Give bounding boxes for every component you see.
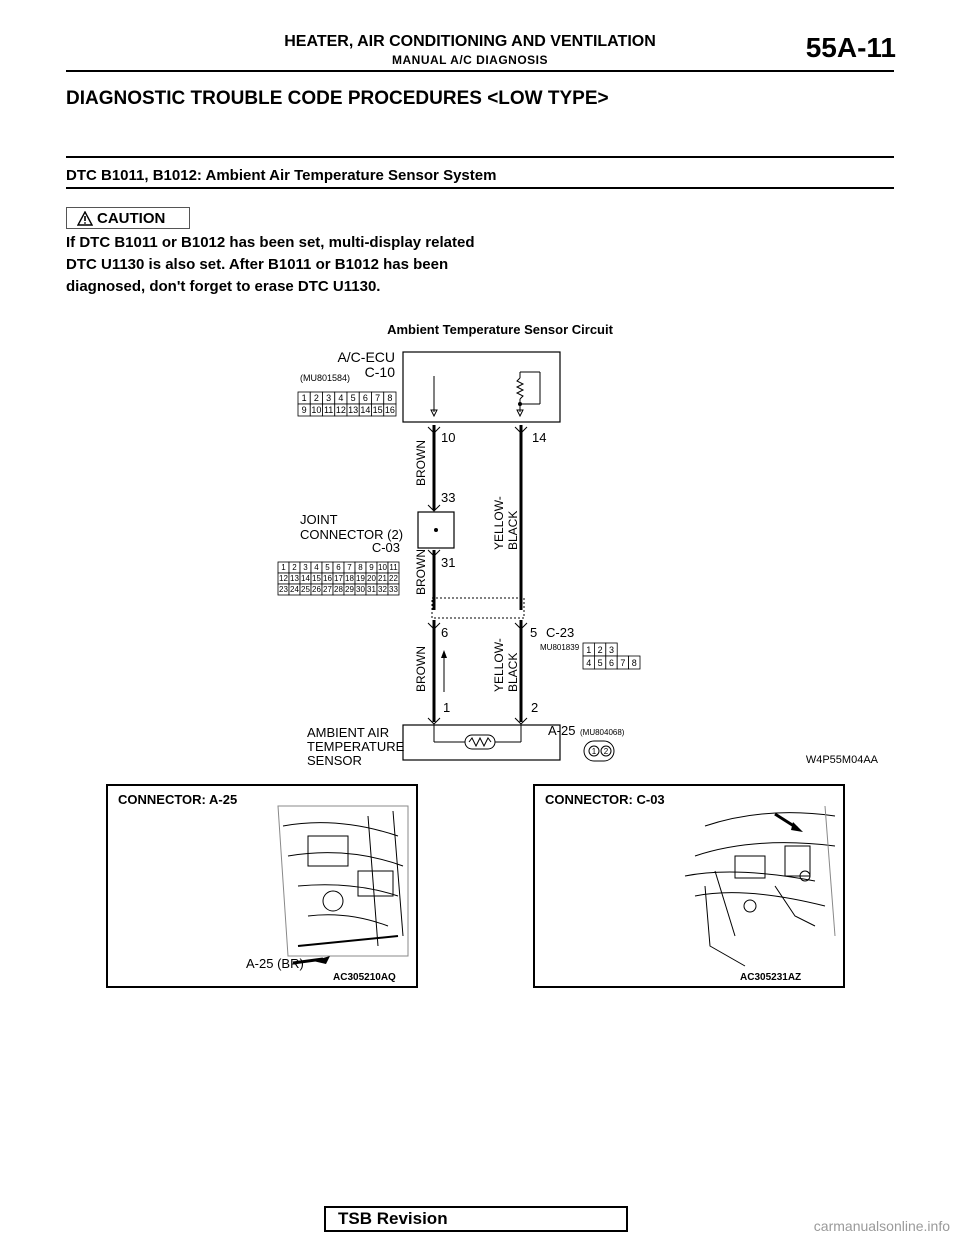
pin-label: 11: [389, 563, 398, 572]
figure-code: W4P55M04AA: [805, 754, 878, 766]
sensor-pin-2: 2: [603, 747, 609, 756]
wire-yb-2: BLACK: [506, 510, 520, 550]
pin-label: 18: [345, 574, 354, 583]
pin-label: 10: [311, 405, 322, 415]
tsb-revision: TSB Revision: [324, 1206, 628, 1232]
pin-label: 13: [348, 405, 359, 415]
section-title: DIAGNOSTIC TROUBLE CODE PROCEDURES <LOW TYPE>: [66, 88, 609, 109]
pin-33: 33: [441, 490, 456, 505]
joint-name-2: CONNECTOR (2): [300, 527, 404, 542]
photo-left-callout: A-25 (BR): [246, 956, 304, 971]
caution-label: CAUTION: [97, 209, 166, 227]
sensor-connector: A-25: [548, 723, 576, 738]
pin-label: 26: [312, 585, 321, 594]
pin-label: 16: [323, 574, 332, 583]
wire-yb-2: BLACK: [506, 652, 520, 692]
pin-2: 2: [531, 700, 539, 715]
pin-label: 31: [367, 585, 376, 594]
photo-right-label: CONNECTOR: C-03: [545, 792, 665, 807]
pin-label: 11: [323, 405, 334, 415]
pin-label: 6: [608, 658, 615, 668]
ecu-name: A/C-ECU: [337, 349, 395, 365]
pin-label: 7: [347, 563, 352, 572]
watermark: carmanualsonline.info: [813, 1218, 950, 1234]
pin-label: 9: [301, 405, 307, 415]
c23-connector: C-23: [546, 625, 575, 640]
header-subtitle: MANUAL A/C DIAGNOSIS: [391, 53, 548, 67]
pin-14: 14: [532, 430, 547, 445]
pin-label: 30: [356, 585, 365, 594]
pin-label: 4: [586, 658, 592, 668]
pin-label: 15: [372, 405, 383, 415]
pin-label: 12: [335, 405, 346, 415]
ecu-connector-grid: [298, 392, 396, 416]
joint-connector: C-03: [371, 540, 400, 555]
pin-6: 6: [441, 625, 449, 640]
pin-label: 23: [279, 585, 288, 594]
pin-label: 3: [608, 645, 615, 655]
pin-label: 29: [345, 585, 354, 594]
pin-label: 20: [367, 574, 376, 583]
pin-label: 13: [290, 574, 299, 583]
wire-yb-1: YELLOW-: [492, 638, 506, 692]
sensor-pin-1: 1: [591, 747, 597, 756]
pin-label: 1: [281, 563, 286, 572]
wire-brown: BROWN: [414, 549, 428, 595]
pin-label: 3: [326, 393, 332, 403]
pin-label: 15: [312, 574, 321, 583]
sensor-name-2: TEMPERATURE: [307, 739, 405, 754]
photo-right-code: AC305231AZ: [740, 972, 802, 983]
ecu-part: (MU801584): [300, 373, 351, 383]
pin-31: 31: [441, 555, 456, 570]
pin-label: 12: [279, 574, 288, 583]
wire-yb-1: YELLOW-: [492, 496, 506, 550]
sensor-part: (MU804068): [580, 728, 625, 737]
pin-label: 8: [631, 658, 637, 668]
c23-connector-grid: [583, 643, 640, 669]
pin-label: 2: [292, 563, 297, 572]
wire-brown: BROWN: [414, 646, 428, 692]
pin-label: 28: [334, 585, 343, 594]
pin-label: 5: [325, 563, 330, 572]
pin-label: 10: [378, 563, 387, 572]
pin-label: 16: [384, 405, 395, 415]
photo-connector-a25: [106, 784, 418, 988]
pin-label: 2: [597, 645, 603, 655]
pin-label: 22: [389, 574, 398, 583]
ecu-connector: C-10: [364, 364, 395, 380]
pin-label: 6: [336, 563, 341, 572]
pin-label: 6: [362, 393, 368, 403]
pin-label: 19: [356, 574, 365, 583]
pin-label: 14: [360, 405, 371, 415]
pin-5: 5: [530, 625, 538, 640]
ecu-box: [403, 352, 560, 422]
pin-label: 17: [334, 574, 343, 583]
pin-1: 1: [443, 700, 451, 715]
pin-label: 1: [586, 645, 592, 655]
pin-label: 8: [387, 393, 393, 403]
dashboard-illustration: [535, 786, 843, 986]
pin-label: 32: [378, 585, 387, 594]
pin-label: 8: [358, 563, 363, 572]
pin-label: 5: [350, 393, 356, 403]
pin-label: 27: [323, 585, 332, 594]
sensor-name-3: SENSOR: [307, 753, 362, 768]
pin-label: 7: [620, 658, 626, 668]
pin-label: 1: [301, 393, 307, 403]
pin-label: 9: [369, 563, 374, 572]
pin-label: 24: [290, 585, 299, 594]
arrow-icon: [791, 822, 803, 832]
pin-label: 4: [338, 393, 344, 403]
pin-label: 7: [375, 393, 381, 403]
wire-brown: BROWN: [414, 440, 428, 486]
joint-connector-grid: [278, 562, 399, 595]
pin-label: 3: [303, 563, 308, 572]
photo-connector-c03: [533, 784, 845, 988]
photo-left-label: CONNECTOR: A-25: [118, 792, 238, 807]
pin-label: 2: [313, 393, 319, 403]
pin-label: 33: [389, 585, 398, 594]
pin-label: 14: [301, 574, 310, 583]
page-number: 55A-11: [805, 32, 896, 63]
pin-label: 5: [597, 658, 603, 668]
photo-left-code: AC305210AQ: [333, 972, 396, 983]
pin-label: 21: [378, 574, 387, 583]
pin-label: 4: [314, 563, 319, 572]
caution-text: If DTC B1011 or B1012 has been set, multi-display related DTC U1130 is also set. After B1011 or B1012 has been diagnosed, don't forget to erase DTC U1130.: [66, 234, 475, 295]
diagram-title: Ambient Temperature Sensor Circuit: [387, 322, 613, 337]
pin-label: 25: [301, 585, 310, 594]
sensor-name-1: AMBIENT AIR: [307, 725, 390, 740]
joint-name-1: JOINT: [300, 512, 338, 527]
c23-part: MU801839: [540, 643, 580, 652]
dtc-title: DTC B1011, B1012: Ambient Air Temperature Sensor System: [66, 167, 497, 184]
pin-10: 10: [441, 430, 456, 445]
header-title: HEATER, AIR CONDITIONING AND VENTILATION: [284, 33, 656, 50]
